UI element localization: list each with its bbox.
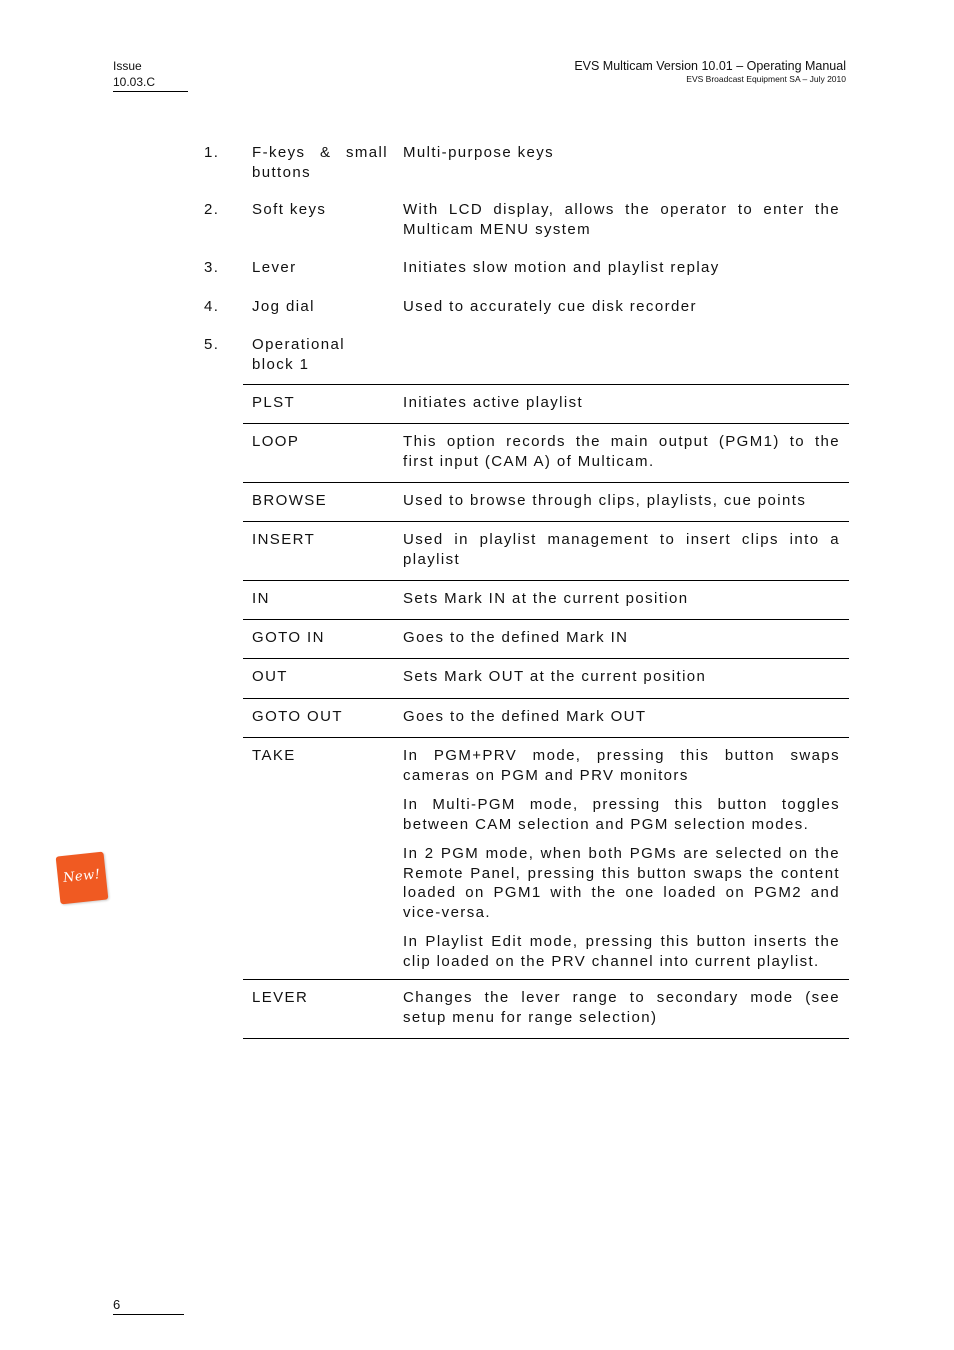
- item-desc: Multi-purpose keys: [403, 144, 555, 161]
- description-paragraph: In 2 PGM mode, when both PGMs are selected on the Remote Panel, pressing this button swaps the content loaded on PGM1 with the one loaded on PGM2 and vice-versa.: [403, 845, 840, 921]
- description-paragraph: Changes the lever range to secondary mode (see setup menu for range selection): [403, 989, 840, 1026]
- item-desc: Initiates slow motion and playlist replay: [403, 259, 720, 276]
- issue-number: 10.03.C: [113, 75, 156, 89]
- description-paragraph: Goes to the defined Mark IN: [403, 629, 629, 646]
- table-row: [243, 620, 849, 659]
- description-paragraph: Used in playlist management to insert clips into a playlist: [403, 531, 840, 568]
- page-number: 6: [113, 1296, 184, 1315]
- item-term: F-keys & small buttons: [252, 144, 388, 181]
- description-paragraph: Used to browse through clips, playlists, cue points: [403, 492, 807, 509]
- key-name: PLST: [252, 394, 296, 411]
- table-row: [243, 483, 849, 522]
- key-name: OUT: [252, 668, 288, 685]
- item-number: 1.: [204, 144, 220, 161]
- key-name: TAKE: [252, 747, 296, 764]
- new-badge-icon: [56, 852, 109, 905]
- issue-label: Issue: [113, 59, 142, 73]
- description-paragraph: Sets Mark IN at the current position: [403, 590, 689, 607]
- new-badge-label: New!: [62, 867, 102, 886]
- key-description: [403, 432, 840, 481]
- item-number: 3.: [204, 259, 220, 276]
- key-name: LEVER: [252, 989, 309, 1006]
- item-term: Jog dial: [252, 298, 315, 315]
- key-description: [403, 491, 840, 521]
- key-name: GOTO IN: [252, 629, 325, 646]
- key-description: [403, 746, 840, 981]
- item-term: Lever: [252, 259, 297, 276]
- key-description: [403, 707, 840, 737]
- key-name: INSERT: [252, 531, 316, 548]
- description-paragraph: In Multi-PGM mode, pressing this button toggles between CAM selection and PGM selection modes.: [403, 796, 840, 833]
- key-name: GOTO OUT: [252, 708, 343, 725]
- table-row: [243, 522, 849, 581]
- item-number: 2.: [204, 201, 220, 218]
- table-row: [243, 424, 849, 483]
- description-paragraph: Goes to the defined Mark OUT: [403, 708, 647, 725]
- key-description: [403, 393, 840, 423]
- key-name: BROWSE: [252, 492, 328, 509]
- item-number: 5.: [204, 336, 220, 353]
- table-row: [243, 385, 849, 424]
- key-name: LOOP: [252, 433, 300, 450]
- table-row: [243, 738, 849, 980]
- key-description: [403, 988, 840, 1037]
- item-term: Operational block 1: [252, 336, 345, 373]
- key-description: [403, 628, 840, 658]
- document-title: EVS Multicam Version 10.01 – Operating Manual: [574, 59, 846, 73]
- key-name: IN: [252, 590, 270, 607]
- table-row: [243, 659, 849, 699]
- key-description: [403, 589, 840, 619]
- table-row: [243, 699, 849, 738]
- key-function-table: [243, 384, 849, 1039]
- item-number: 4.: [204, 298, 220, 315]
- table-row: [243, 980, 849, 1039]
- description-paragraph: In Playlist Edit mode, pressing this button inserts the clip loaded on the PRV channel into current playlist.: [403, 933, 840, 970]
- item-desc: Used to accurately cue disk recorder: [403, 298, 697, 315]
- document-subtitle: EVS Broadcast Equipment SA – July 2010: [686, 74, 846, 84]
- key-description: [403, 530, 840, 579]
- description-paragraph: Sets Mark OUT at the current position: [403, 668, 707, 685]
- key-description: [403, 667, 840, 697]
- header-title-block: [574, 58, 846, 85]
- description-paragraph: In PGM+PRV mode, pressing this button swaps cameras on PGM and PRV monitors: [403, 747, 840, 784]
- description-paragraph: Initiates active playlist: [403, 394, 584, 411]
- table-row: [243, 581, 849, 620]
- description-paragraph: This option records the main output (PGM1) to the first input (CAM A) of Multicam.: [403, 433, 840, 470]
- item-term: Soft keys: [252, 201, 327, 218]
- header-issue: [113, 58, 188, 92]
- item-desc: With LCD display, allows the operator to enter the Multicam MENU system: [403, 201, 840, 238]
